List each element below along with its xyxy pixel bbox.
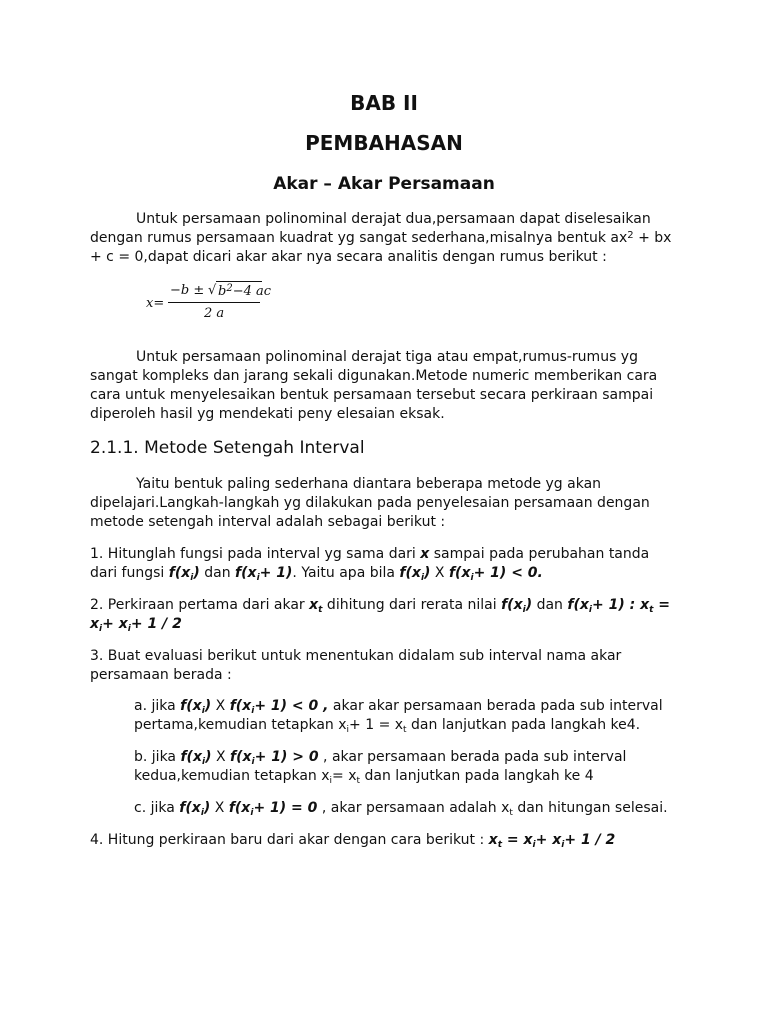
step1-sub: i [256, 573, 260, 583]
intro-p1-text-b: + bx + c = 0,dapat dicari akar akar nya secara analitis dengan rumus berikut : [90, 230, 672, 265]
step3a-sub: t [403, 725, 407, 735]
formula-radical-sign: √ [208, 283, 217, 298]
step1-text: dan [199, 565, 236, 581]
step4-f: x [488, 832, 498, 848]
step1-f: f(x [168, 565, 191, 581]
formula-numerator-a: −b ± [170, 283, 205, 298]
step3a-sub: i [201, 706, 205, 716]
step3a-text: akar akar persamaan berada pada sub interval pertama,kemudian tetapkan x [134, 698, 663, 733]
step1-f: ) [424, 565, 431, 581]
step2-sub: i [127, 624, 131, 634]
step2-f: f(x [567, 597, 589, 613]
subsection-title: 2.1.1. Metode Setengah Interval [90, 438, 365, 458]
step1-f: f(x [235, 565, 257, 581]
step1-text: . Yaitu apa bila [292, 565, 400, 581]
step3a-f: f(x [180, 698, 202, 714]
intro-p1-text-a: Untuk persamaan polinominal derajat dua,persamaan dapat diselesaikan dengan rumus persamaan kuadrat yg sangat sederhana,misalnya bentuk ax [90, 211, 651, 246]
step3a-f: + 1) < 0 , [254, 698, 329, 714]
formula-numerator [170, 281, 204, 300]
step3a-text: + 1 = x [349, 717, 404, 733]
step-3c [134, 799, 680, 818]
step-3a [134, 697, 680, 735]
step1-f: + 1) [259, 565, 293, 581]
step3c-sub: t [509, 808, 513, 818]
step1-f: f(x [448, 565, 471, 581]
formula-lhs: x= [146, 296, 165, 311]
step3b-sub: i [202, 757, 206, 767]
step3b-text: b. jika [134, 749, 181, 765]
step4-f: + x [535, 832, 562, 848]
step3b-text: , akar persamaan berada pada sub interval kedua,kemudian tetapkan x [134, 749, 627, 784]
step3b-f: f(x [230, 749, 252, 765]
step2-text: dan [532, 597, 568, 613]
step3c-text: c. jika [134, 800, 180, 816]
step3b-text: = x [332, 768, 357, 784]
step2-f: f(x [501, 597, 523, 613]
subsection-paragraph: Yaitu bentuk paling sederhana diantara beberapa metode yg akan dipelajari.Langkah-langkah yg dilakukan pada penyelesaian persamaan dengan metode setengah interval adalah sebagai berikut : [90, 476, 650, 530]
step4-sub: i [532, 840, 536, 850]
step2-sub: i [588, 605, 592, 615]
step-3: 3. Buat evaluasi berikut untuk menentukan didalam sub interval nama akar persamaan berada : [90, 648, 622, 683]
step3b-text: X [211, 749, 230, 765]
step3a-sub: i [346, 725, 350, 735]
step2-f: = x [90, 597, 671, 632]
step3a-text: X [211, 698, 230, 714]
step1-sub: i [190, 573, 194, 583]
step1-f: f(x [399, 565, 421, 581]
step3c-f: f(x [179, 800, 201, 816]
step2-f: + 1 / 2 [130, 616, 182, 632]
step3c-text: X [210, 800, 229, 816]
step1-x: x [420, 546, 430, 562]
formula-radicand-sup: 2 [226, 283, 233, 294]
step2-sub: t [649, 605, 654, 615]
intro-paragraph-1 [90, 210, 680, 267]
step3b-sub: i [329, 776, 333, 786]
step-4 [90, 831, 680, 850]
step4-sub: t [497, 840, 502, 850]
step1-text: sampai pada perubahan tanda dari fungsi [90, 546, 650, 581]
formula-denominator: 2 a [204, 306, 225, 321]
intro-p1-superscript: 2 [627, 230, 634, 241]
step-3b [134, 748, 680, 786]
step3c-f: f(x [228, 800, 251, 816]
step-2 [90, 596, 680, 634]
step3c-f: ) [203, 800, 211, 816]
formula-radicand [218, 282, 271, 301]
step2-sub: i [522, 605, 526, 615]
step2-xt: x [309, 597, 319, 613]
step3b-f: f(x [180, 749, 202, 765]
step3a-f: ) [204, 698, 212, 714]
step3a-f: f(x [229, 698, 252, 714]
step1-sub: i [420, 573, 425, 583]
step1-text: 1. Hitunglah fungsi pada interval yg sama dari [90, 546, 421, 562]
step1-f: ) [193, 565, 200, 581]
step-1 [90, 545, 680, 583]
step2-sub: t [318, 605, 323, 615]
step3b-text: dan lanjutkan pada langkah ke 4 [360, 768, 594, 784]
step4-f: + 1 / 2 [564, 832, 616, 848]
step2-text: dihitung dari rerata nilai [322, 597, 502, 613]
formula-radicand-rest: −4 ac [232, 284, 272, 299]
step3b-f: + 1) > 0 [254, 749, 319, 765]
step3b-f: ) [205, 749, 212, 765]
step3c-sub: i [200, 808, 204, 818]
step3c-text: dan hitungan selesai. [512, 800, 668, 816]
step2-f: + x [102, 616, 128, 632]
section-title: Akar – Akar Persamaan [273, 174, 495, 194]
step3c-f: + 1) = 0 [253, 800, 318, 816]
step1-text: X [430, 565, 449, 581]
step3c-text: , akar persamaan adalah x [317, 800, 510, 816]
formula-radicand-b: b [218, 284, 227, 299]
step1-f: + 1) < 0. [473, 565, 543, 581]
step4-f: = x [502, 832, 533, 848]
step2-f: + 1) : x [592, 597, 650, 613]
step2-text: 2. Perkiraan pertama dari akar [90, 597, 310, 613]
step2-sub: i [99, 624, 103, 634]
step4-sub: i [561, 840, 565, 850]
formula-fraction-bar [168, 302, 260, 303]
step4-text: 4. Hitung perkiraan baru dari akar dengan cara berikut : [90, 832, 489, 848]
step3a-text: a. jika [134, 698, 181, 714]
step3c-sub: i [250, 808, 254, 818]
step3a-sub: i [251, 706, 255, 716]
chapter-label: BAB II [350, 91, 418, 115]
intro-paragraph-2: Untuk persamaan polinominal derajat tiga atau empat,rumus-rumus yg sangat kompleks dan jarang sekali digunakan.Metode numeric memberikan cara cara untuk menyelesaikan bentuk persamaan tersebut secara perkiraan sampai diperoleh hasil yg mendekati peny elesaian eksak. [90, 349, 658, 422]
quadratic-formula [146, 281, 276, 323]
step1-sub: i [470, 573, 474, 583]
step3b-sub: t [356, 776, 361, 786]
step2-f: ) [525, 597, 533, 613]
step3b-sub: i [251, 757, 255, 767]
step3a-text: dan lanjutkan pada langkah ke4. [406, 717, 641, 733]
chapter-title: PEMBAHASAN [305, 131, 463, 155]
